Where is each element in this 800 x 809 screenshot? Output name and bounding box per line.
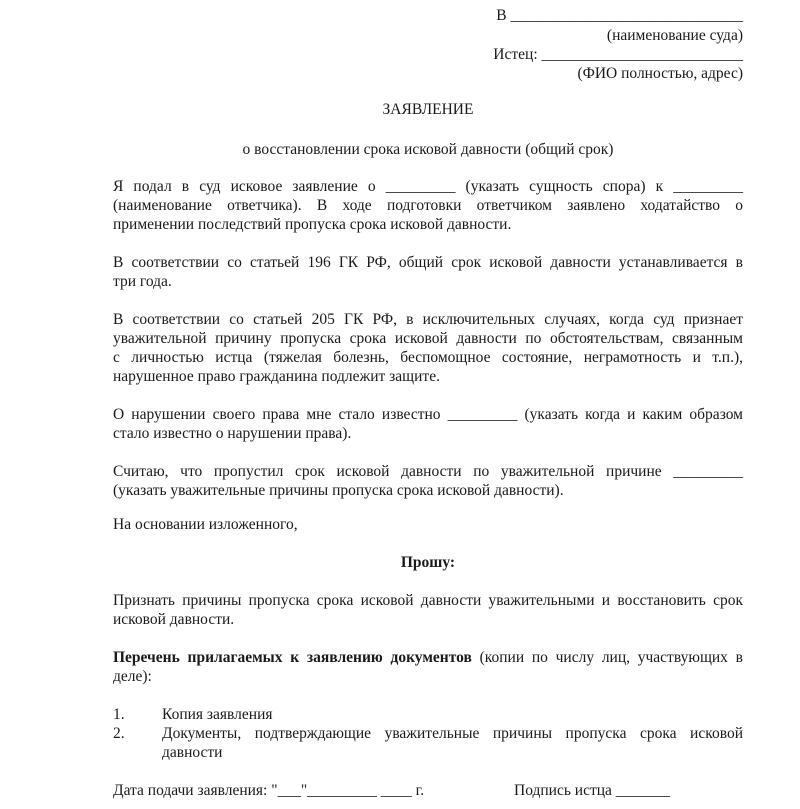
- text-line: Считаю, что пропустил срок исковой давности по уважительной причине _________: [113, 463, 743, 480]
- paragraph-reason: [113, 462, 743, 500]
- attachment-item: [162, 724, 743, 762]
- plaintiff-blank: __________________________: [541, 46, 743, 63]
- plaintiff-line: [493, 45, 743, 64]
- attachment-text-continued: давности: [162, 744, 223, 761]
- attachment-text: Копия заявления: [162, 706, 273, 723]
- text-line: деле):: [113, 668, 152, 685]
- paragraph-violation: [113, 405, 743, 443]
- court-line: [496, 6, 743, 25]
- text-line: три года.: [113, 273, 172, 290]
- submission-date: Дата подачи заявления: "___"_________ ____ г.: [113, 782, 425, 799]
- plaintiff-signature: Подпись истца _______: [514, 782, 671, 799]
- text-line: Признать причины пропуска срока исковой давности уважительными и восстановить срок: [113, 592, 743, 609]
- text-line: В соответствии со статьей 205 ГК РФ, в исключительных случаях, когда суд признает: [113, 311, 743, 328]
- text-line: стало известно о нарушении права).: [113, 425, 352, 442]
- plaintiff-prefix: Истец:: [493, 46, 542, 63]
- document-subtitle: о восстановлении срока исковой давности (общий срок): [242, 141, 614, 158]
- attachments-heading-bold: Перечень прилагаемых к заявлению документов: [113, 649, 472, 666]
- text-line: Я подал в суд исковое заявление о _________ (указать сущность спора) к _________: [113, 178, 743, 195]
- paragraph-article-205: [113, 310, 743, 386]
- court-hint: (наименование суда): [606, 27, 743, 44]
- attachment-number: 1.: [113, 706, 125, 723]
- text-line: исковой давности.: [113, 611, 235, 628]
- attachment-number: 2.: [113, 725, 125, 742]
- attachments-heading: [113, 648, 743, 686]
- paragraph-article-196: [113, 253, 743, 291]
- court-blank: ______________________________: [510, 7, 743, 24]
- document-title: ЗАЯВЛЕНИЕ: [382, 101, 474, 118]
- court-prefix: В: [496, 7, 511, 24]
- text-line: с личностью истца (тяжелая болезнь, беспомощное состояние, неграмотность и т.п.),: [113, 349, 743, 366]
- text-line: О нарушении своего права мне стало известно _________ (указать когда и каким образом: [113, 406, 743, 423]
- plaintiff-hint: (ФИО полностью, адрес): [577, 65, 743, 82]
- text-line: В соответствии со статьей 196 ГК РФ, общий срок исковой давности устанавливается в: [113, 254, 743, 271]
- request-heading: Прошу:: [400, 554, 456, 571]
- attachment-text: Документы, подтверждающие уважительные причины пропуска срока исковой: [162, 725, 743, 742]
- text-line: применении последствий пропуска срока исковой давности.: [113, 216, 512, 233]
- paragraph-claim: [113, 177, 743, 234]
- request-text: [113, 591, 743, 629]
- text-line: (указать уважительные причины пропуска срока исковой давности).: [113, 482, 564, 499]
- paragraph-basis: На основании изложенного,: [113, 516, 298, 533]
- text-line: уважительной причину пропуска срока исковой давности по обстоятельствам, связанным: [113, 330, 743, 347]
- attachments-heading-rest: (копии по числу лиц, участвующих в: [471, 649, 743, 666]
- text-line: нарушенное право гражданина подлежит защите.: [113, 368, 440, 385]
- attachments-heading-line: [113, 648, 743, 667]
- text-line: (наименование ответчика). В ходе подготовки ответчиком заявлено ходатайство о: [113, 197, 743, 214]
